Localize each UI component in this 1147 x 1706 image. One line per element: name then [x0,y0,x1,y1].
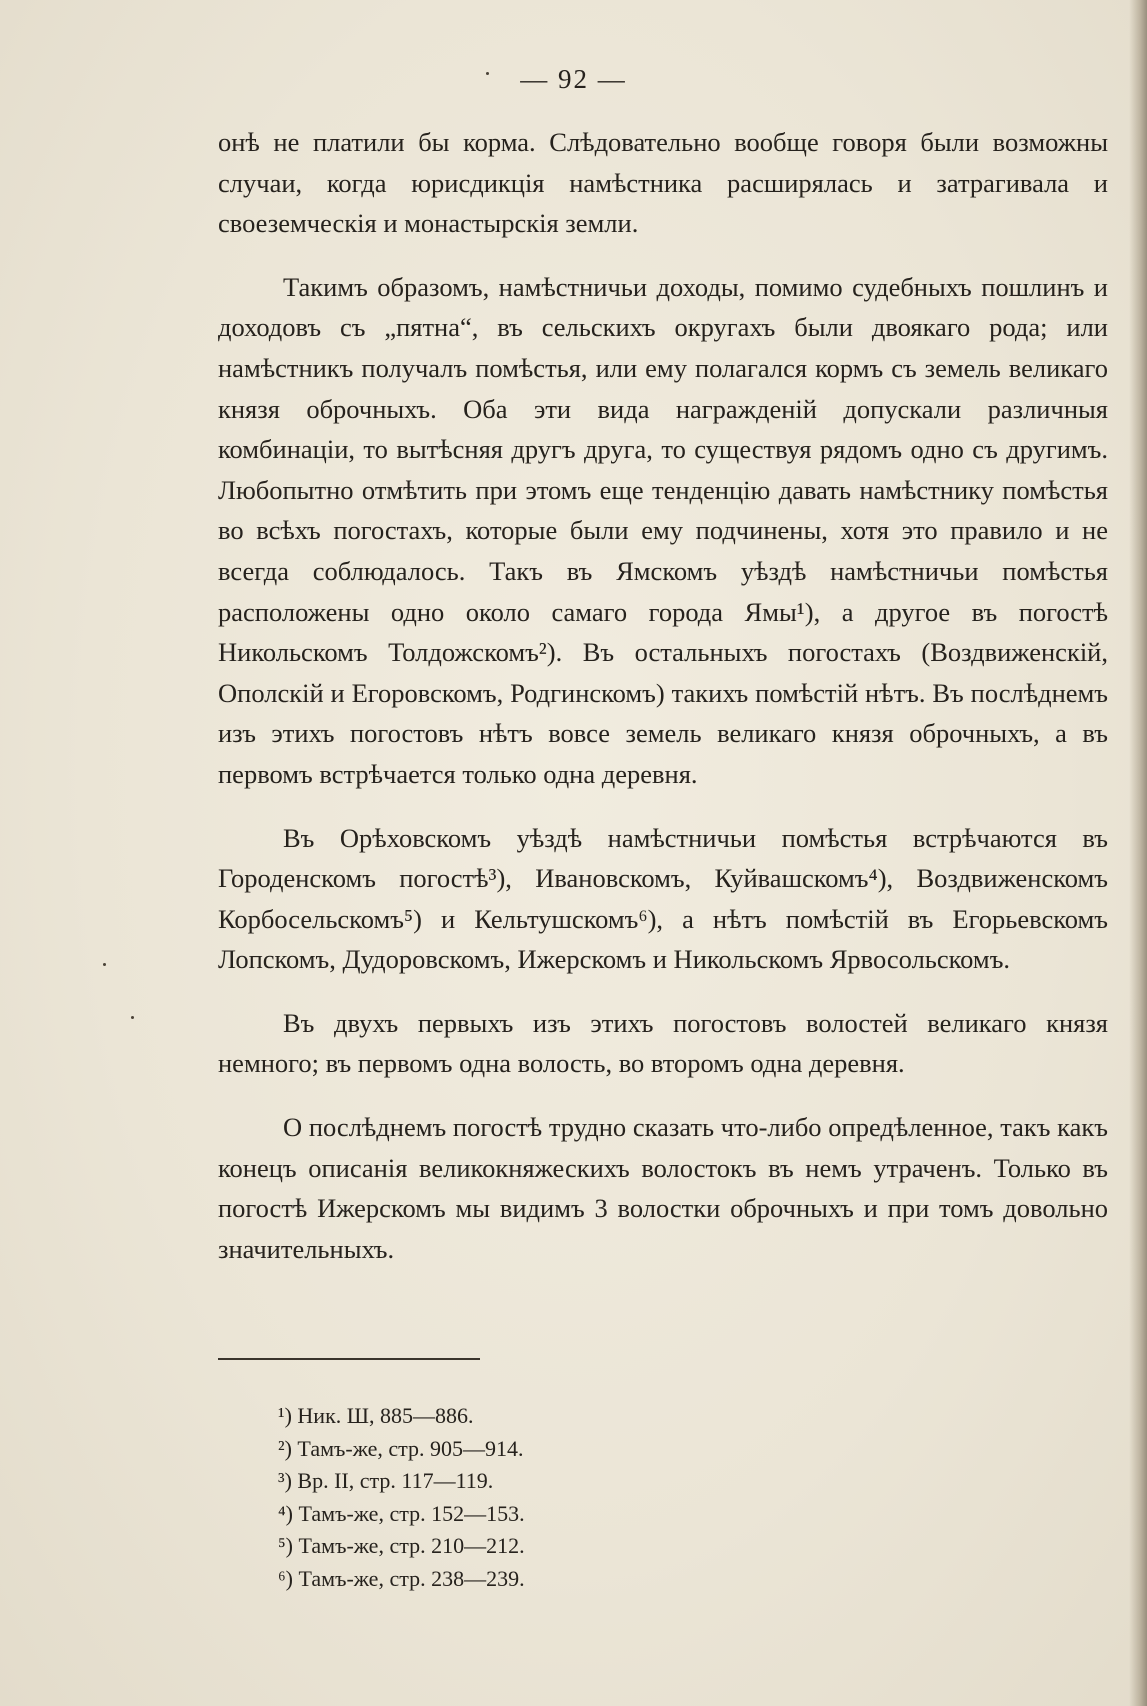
footnote-5: ⁵) Тамъ-же, стр. 210—212. [278,1533,525,1558]
print-speck [103,963,106,966]
footnote-4: ⁴) Тамъ-же, стр. 152—153. [278,1500,525,1526]
footnote-1: ¹) Ник. Ш, 885—886. [278,1403,474,1428]
footnote-3: ³) Вр. II, стр. 117—119. [278,1468,494,1493]
paragraph-5: О послѣднемъ погостѣ трудно сказать что-либо опредѣленное, такъ какъ конецъ описанія великокняжескихъ волостокъ въ немъ утраченъ. Только въ погостѣ Ижерскомъ мы видимъ 3 волостки оброчныхъ и при томъ довольно значительныхъ. [218,1112,1108,1264]
paragraph-2: Такимъ образомъ, намѣстничьи доходы, помимо судебныхъ пошлинъ и доходовъ съ „пятна“, въ сельскихъ округахъ были двоякаго рода; или намѣстникъ получалъ помѣстья, или ему полагался кормъ съ земель великаго князя оброчныхъ. Оба эти вида награжденій допускали различныя комбинаціи, то вытѣсняя другъ друга, то существуя рядомъ одно съ другимъ. Любопытно отмѣтить при этомъ еще тенденцію давать намѣстнику помѣстья во всѣхъ погостахъ, которые были ему подчинены, хотя это правило и не всегда соблюдалось. Такъ въ Ямскомъ уѣздѣ намѣстничьи помѣстья расположены одно около самаго города Ямы¹), а другое въ погостѣ Никольскомъ Толдожскомъ²). Въ остальныхъ погостахъ (Воздвиженскій, Ополскій и Егоровскомъ, Родгинскомъ) такихъ помѣстій нѣтъ. Въ послѣднемъ изъ этихъ погостовъ нѣтъ вовсе земель великаго князя оброчныхъ, а въ первомъ встрѣчается только одна деревня. [218,271,1108,789]
page-number: — 92 — [520,64,627,94]
footnote-6: ⁶) Тамъ-же, стр. 238—239. [278,1565,525,1591]
paragraph-1: онѣ не платили бы корма. Слѣдовательно вообще говоря были возможны случаи, когда юрисдикція намѣстника расширялась и затрагивала и своеземческія и монастырскія земли. [218,127,1108,239]
footnote-2: ²) Тамъ-же, стр. 905—914. [278,1435,524,1461]
body-text [218,122,1108,1292]
paragraph-4: Въ двухъ первыхъ изъ этихъ погостовъ волостей великаго князя немного; въ первомъ одна волость, во второмъ одна деревня. [218,1007,1108,1079]
footnotes-list [278,1400,525,1595]
page-edge-shadow [1129,0,1147,1706]
paragraph-3: Въ Орѣховскомъ уѣздѣ намѣстничьи помѣстья встрѣчаются въ Городенскомъ погостѣ³), Ивановскомъ, Куйвашскомъ⁴), Воздвиженскомъ Корбосельскомъ⁵) и Кельтушскомъ⁶), а нѣтъ помѣстій въ Егорьевскомъ Лопскомъ, Дудоровскомъ, Ижерскомъ и Никольскомъ Ярвосольскомъ. [218,822,1108,975]
print-speck [131,1016,134,1019]
footnote-divider [218,1358,480,1360]
